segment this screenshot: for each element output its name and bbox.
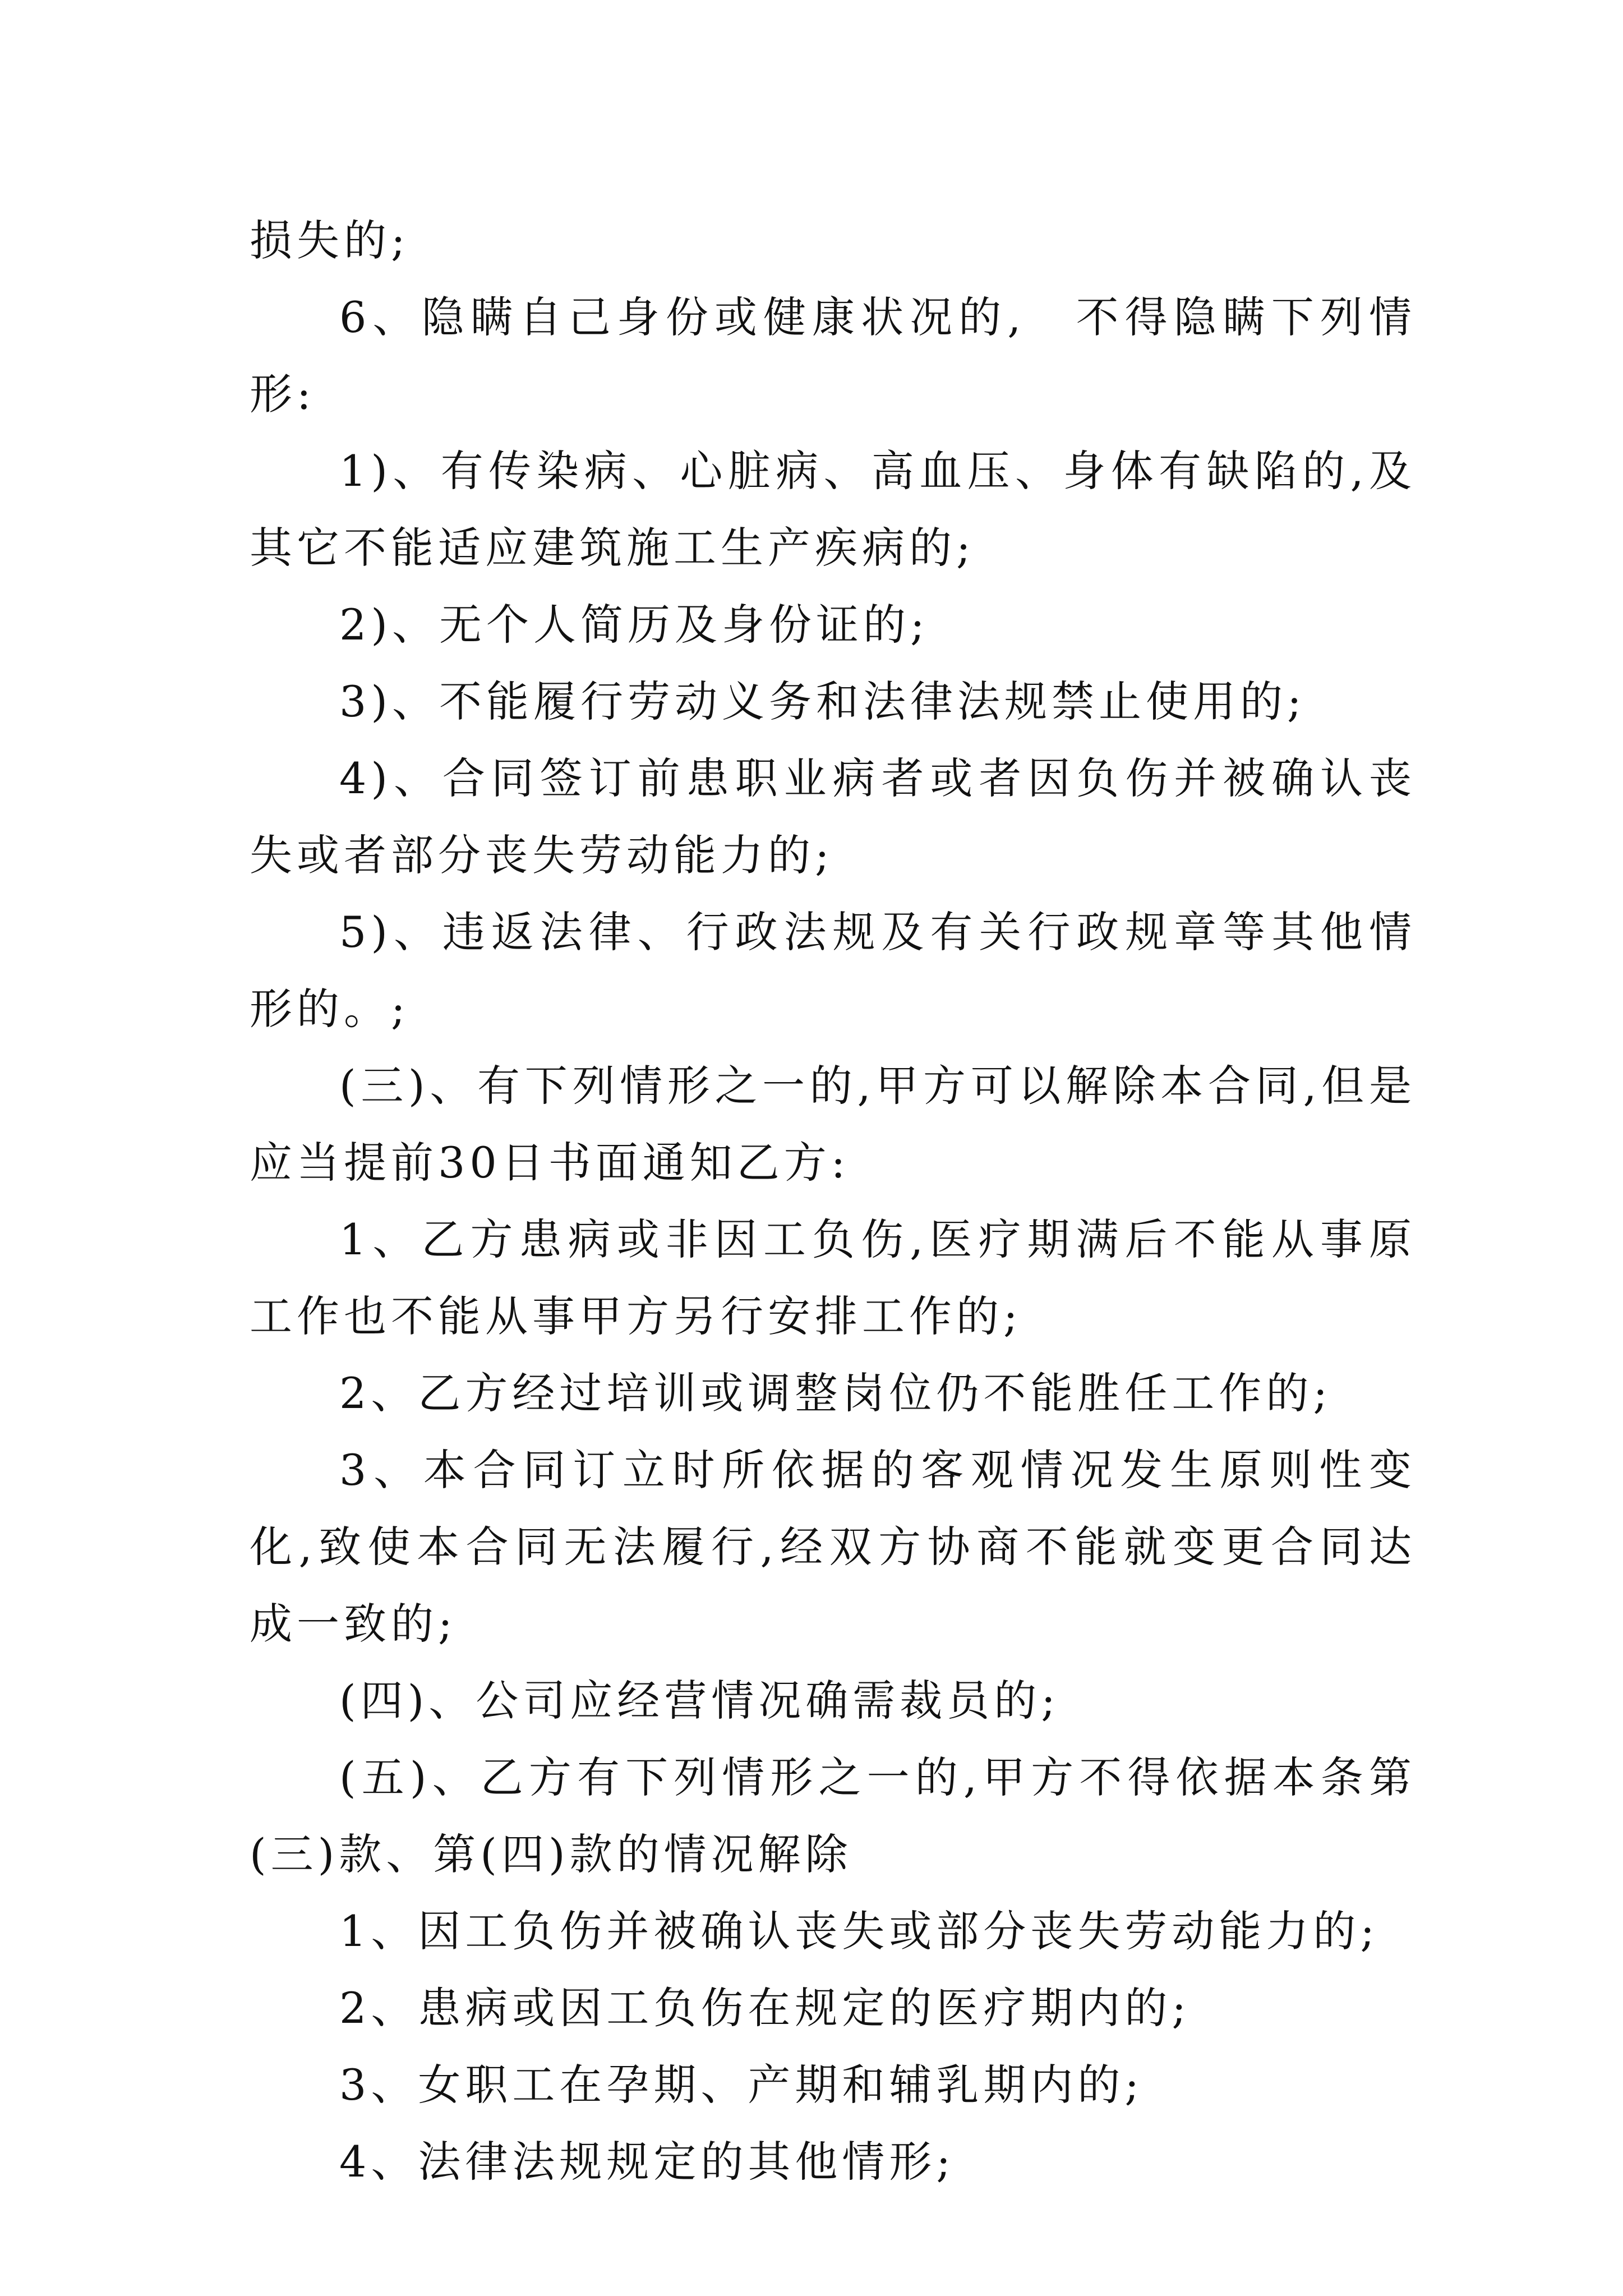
paragraph-5: 3)、不能履行劳动义务和法律法规禁止使用的; <box>339 677 1306 726</box>
paragraph-8: (三)、有下列情形之一的,甲方可以解除本合同,但是应当提前30日书面通知乙方: <box>250 1061 1416 1188</box>
paragraph-16: 3、女职工在孕期、产期和辅乳期内的; <box>339 2060 1144 2110</box>
paragraph-3: 1)、有传染病、心脏病、高血压、身体有缺陷的,及其它不能适应建筑施工生产疾病的; <box>250 446 1416 573</box>
paragraph-11: 3、本合同订立时所依据的客观情况发生原则性变化,致使本合同无法履行,经双方协商不能就变更合同达成一致的; <box>250 1445 1416 1649</box>
paragraph-15: 2、患病或因工负伤在规定的医疗期内的; <box>339 1983 1191 2033</box>
document-body <box>250 202 1416 2200</box>
paragraph-10: 2、乙方经过培训或调整岗位仍不能胜任工作的; <box>339 1368 1332 1418</box>
paragraph-4: 2)、无个人简历及身份证的; <box>339 600 929 650</box>
paragraph-6: 4)、合同签订前患职业病者或者因负伤并被确认丧失或者部分丧失劳动能力的; <box>250 753 1416 880</box>
paragraph-7: 5)、违返法律、行政法规及有关行政规章等其他情形的。; <box>250 907 1416 1034</box>
paragraph-12: (四)、公司应经营情况确需裁员的; <box>339 1676 1060 1726</box>
paragraph-9: 1、乙方患病或非因工负伤,医疗期满后不能从事原工作也不能从事甲方另行安排工作的; <box>250 1214 1416 1341</box>
paragraph-14: 1、因工负伤并被确认丧失或部分丧失劳动能力的; <box>339 1906 1379 1956</box>
paragraph-13: (五)、乙方有下列情形之一的,甲方不得依据本条第(三)款、第(四)款的情况解除 <box>250 1752 1416 1879</box>
paragraph-1: 损失的; <box>250 215 410 265</box>
paragraph-2: 6、隐瞒自己身份或健康状况的, 不得隐瞒下列情形: <box>250 292 1416 419</box>
paragraph-17: 4、法律法规规定的其他情形; <box>339 2137 955 2187</box>
